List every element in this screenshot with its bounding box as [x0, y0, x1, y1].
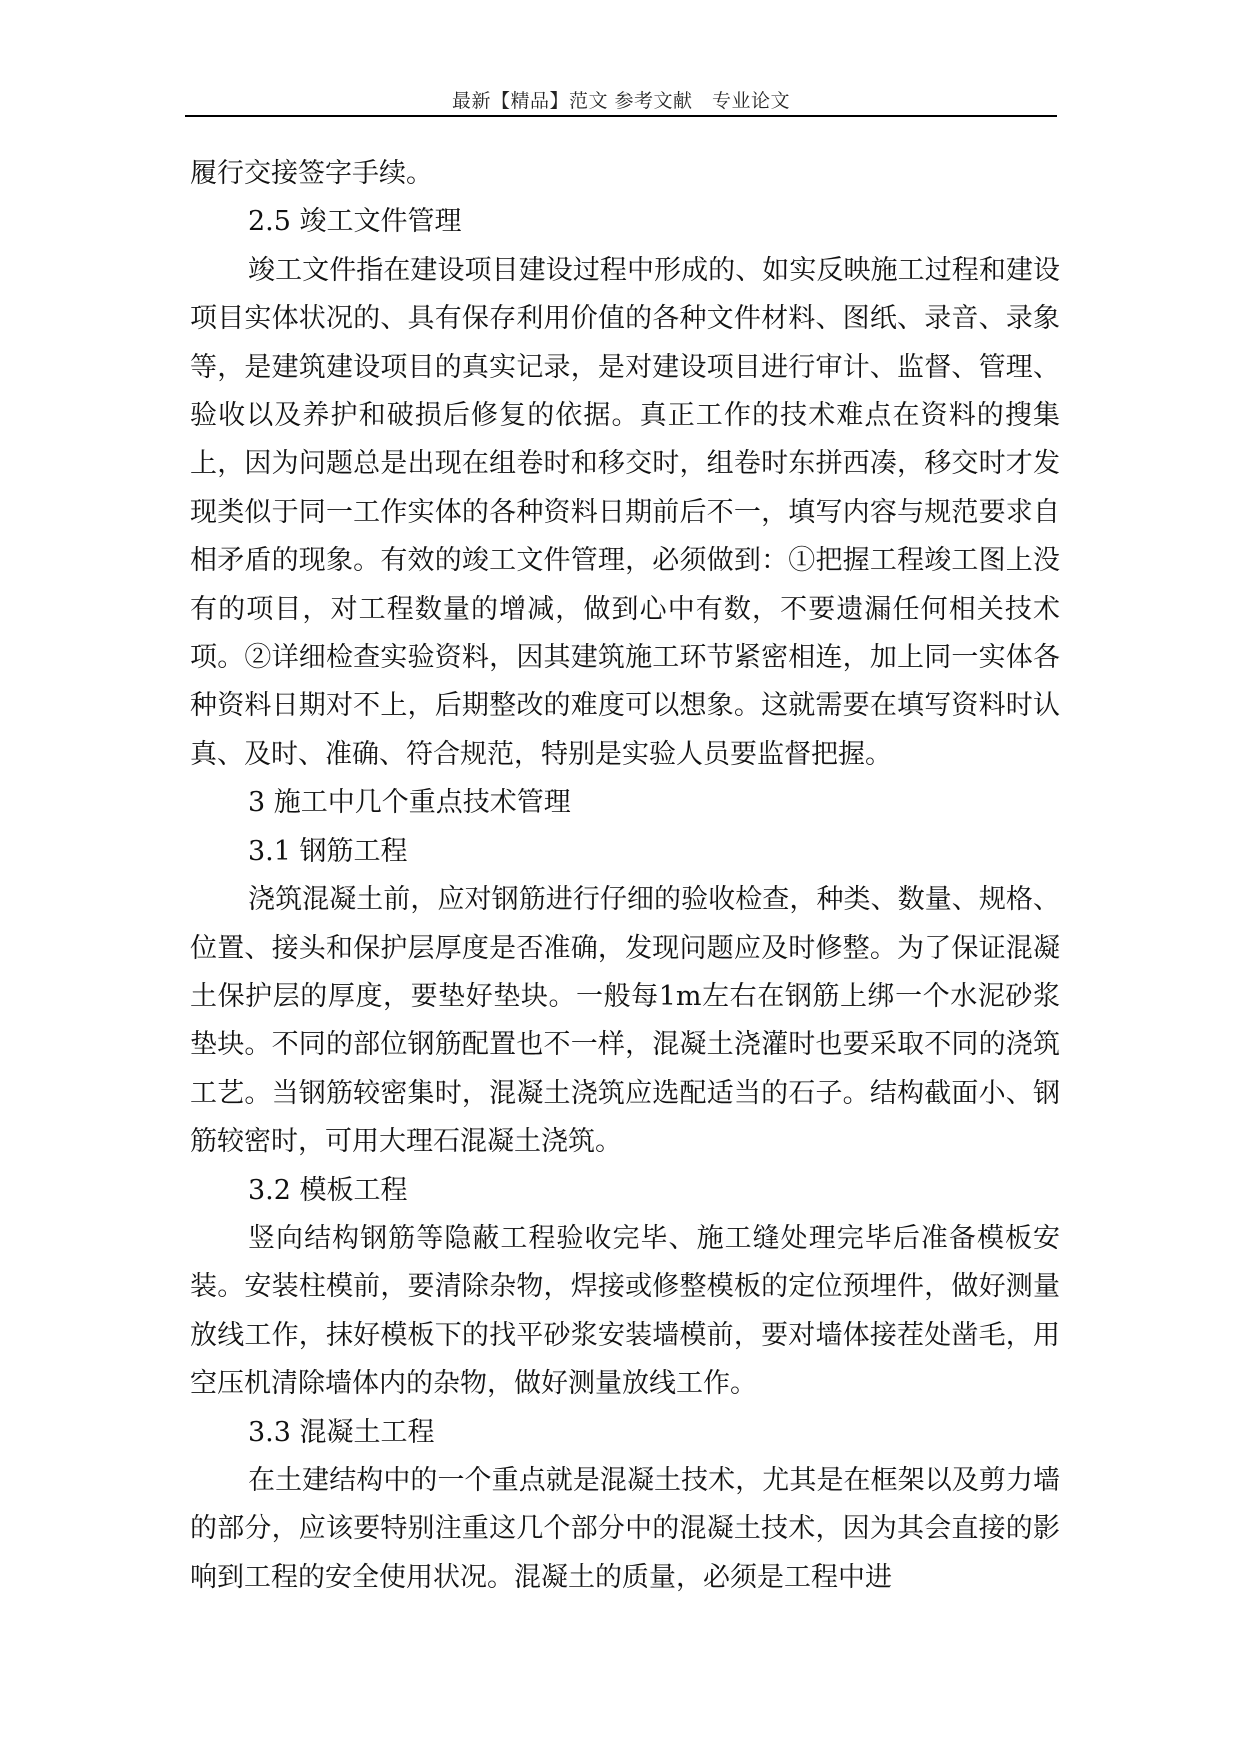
section-heading-3-2: 3.2 模板工程: [248, 1174, 408, 1206]
paragraph-completion-documents: 竣工文件指在建设项目建设过程中形成的、如实反映施工过程和建设项目实体状况的、具有保存利用价值的各种文件材料、图纸、录音、录象等，是建筑建设项目的真实记录，是对建设项目进行审计、监督、管理、验收以及养护和破损后修复的依据。真正工作的技术难点在资料的搜集上，因为问题总是出现在组卷时和移交时，组卷时东拼西凑，移交时才发现类似于同一工作实体的各种资料日期前后不一，填写内容与规范要求自相矛盾的现象。有效的竣工文件管理，必须做到：①把握工程竣工图上没有的项目，对工程数量的增减，做到心中有数，不要遗漏任何相关技术项。②详细检查实验资料，因其建筑施工环节紧密相连，加上同一实体各种资料日期对不上，后期整改的难度可以想象。这就需要在填写资料时认真、及时、准确、符合规范，特别是实验人员要监督把握。: [190, 254, 1060, 770]
section-heading-2-5: 2.5 竣工文件管理: [248, 206, 462, 238]
document-body: [190, 150, 1060, 1602]
section-heading-3-3: 3.3 混凝土工程: [248, 1416, 435, 1448]
running-header: 最新【精品】范文 参考文献 专业论文: [451, 90, 791, 112]
header-rule: [185, 115, 1057, 117]
section-heading-3: 3 施工中几个重点技术管理: [248, 787, 571, 819]
paragraph-concrete-works: 在土建结构中的一个重点就是混凝土技术，尤其是在框架以及剪力墙的部分，应该要特别注重这几个部分中的混凝土技术，因为其会直接的影响到工程的安全使用状况。混凝土的质量，必须是工程中进: [190, 1464, 1060, 1593]
section-heading-3-1: 3.1 钢筋工程: [248, 835, 408, 867]
paragraph-rebar-works: 浇筑混凝土前，应对钢筋进行仔细的验收检查，种类、数量、规格、位置、接头和保护层厚度是否准确，发现问题应及时修整。为了保证混凝土保护层的厚度，要垫好垫块。一般每1m左右在钢筋上绑一个水泥砂浆垫块。不同的部位钢筋配置也不一样，混凝土浇灌时也要采取不同的浇筑工艺。当钢筋较密集时，混凝土浇筑应选配适当的石子。结构截面小、钢筋较密时，可用大理石混凝土浇筑。: [190, 884, 1060, 1158]
paragraph-formwork: 竖向结构钢筋等隐蔽工程验收完毕、施工缝处理完毕后准备模板安装。安装柱模前，要清除杂物，焊接或修整模板的定位预埋件，做好测量放线工作，抹好模板下的找平砂浆安装墙模前，要对墙体接茬处凿毛，用空压机清除墙体内的杂物，做好测量放线工作。: [190, 1222, 1060, 1400]
paragraph-continuation: 履行交接签字手续。: [190, 158, 433, 189]
